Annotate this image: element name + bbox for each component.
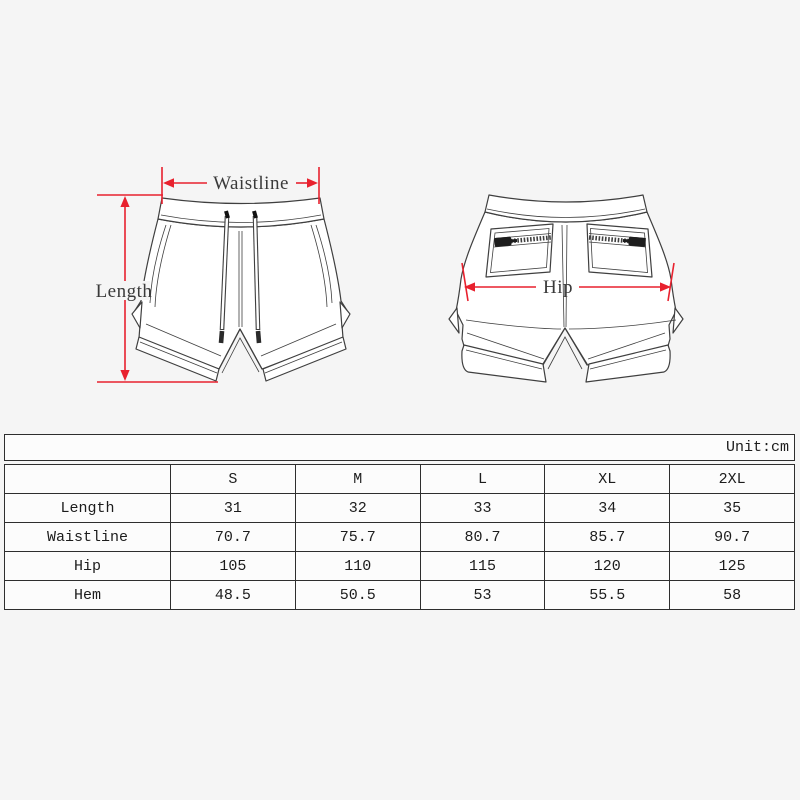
size-value-cell: 105	[171, 552, 296, 581]
table-row-hem	[5, 581, 795, 610]
size-value-cell: 55.5	[545, 581, 670, 610]
corner-cell	[5, 465, 171, 494]
size-value-cell: 110	[295, 552, 420, 581]
size-value-cell: 35	[670, 494, 795, 523]
size-value-cell: 34	[545, 494, 670, 523]
size-header-row	[5, 465, 795, 494]
size-value-cell: 33	[420, 494, 545, 523]
size-value-cell: 32	[295, 494, 420, 523]
size-table-grid	[4, 464, 795, 610]
table-row-hip	[5, 552, 795, 581]
hip-label: Hip	[543, 277, 573, 298]
size-value-cell: 120	[545, 552, 670, 581]
size-value-cell: 53	[420, 581, 545, 610]
size-value-cell: 80.7	[420, 523, 545, 552]
waistline-annotation	[162, 167, 319, 204]
front-shorts-drawing	[132, 198, 350, 381]
size-value-cell: 90.7	[670, 523, 795, 552]
size-value-cell: 31	[171, 494, 296, 523]
row-label: Hem	[5, 581, 171, 610]
size-value-cell: 125	[670, 552, 795, 581]
size-header-xl: XL	[545, 465, 670, 494]
size-value-cell: 75.7	[295, 523, 420, 552]
back-pocket-right	[587, 224, 652, 277]
table-row-length	[5, 494, 795, 523]
row-label: Hip	[5, 552, 171, 581]
size-value-cell: 115	[420, 552, 545, 581]
size-value-cell: 85.7	[545, 523, 670, 552]
waistline-label: Waistline	[213, 173, 289, 194]
size-value-cell: 50.5	[295, 581, 420, 610]
size-header-2xl: 2XL	[670, 465, 795, 494]
back-pocket-left	[486, 224, 553, 277]
size-table	[4, 434, 795, 610]
size-value-cell: 70.7	[171, 523, 296, 552]
size-value-cell: 48.5	[171, 581, 296, 610]
length-label: Length	[95, 281, 153, 302]
unit-label: Unit:cm	[4, 434, 795, 461]
size-header-l: L	[420, 465, 545, 494]
row-label: Length	[5, 494, 171, 523]
table-row-waistline	[5, 523, 795, 552]
size-value-cell: 58	[670, 581, 795, 610]
size-header-s: S	[171, 465, 296, 494]
row-label: Waistline	[5, 523, 171, 552]
size-header-m: M	[295, 465, 420, 494]
